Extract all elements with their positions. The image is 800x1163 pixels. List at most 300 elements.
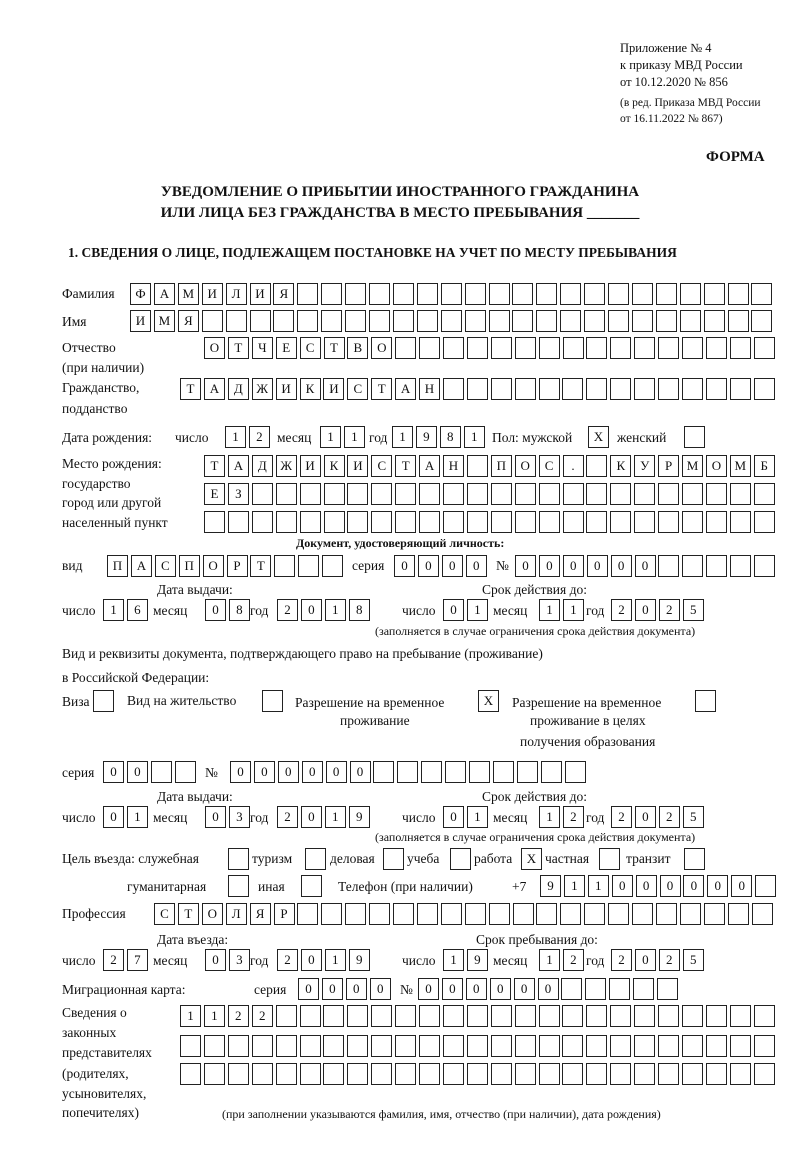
char-box[interactable] [512,283,533,305]
char-box[interactable]: О [515,455,536,477]
char-box[interactable] [395,1035,416,1057]
char-box[interactable]: 9 [540,875,561,897]
char-box[interactable]: О [204,337,225,359]
char-box[interactable] [321,310,342,332]
char-box[interactable]: 2 [659,599,680,621]
char-box[interactable]: 0 [301,599,322,621]
char-box[interactable] [754,1035,775,1057]
char-box[interactable]: О [371,337,392,359]
char-box[interactable] [634,483,655,505]
char-box[interactable]: И [300,455,321,477]
char-box[interactable]: 0 [683,875,704,897]
char-box[interactable] [300,511,321,533]
char-box[interactable] [684,848,705,870]
char-box[interactable]: Д [252,455,273,477]
char-box[interactable]: Т [204,455,225,477]
char-box[interactable]: 0 [205,599,226,621]
char-box[interactable]: К [610,455,631,477]
char-box[interactable] [297,283,318,305]
char-box[interactable]: 3 [229,806,250,828]
char-box[interactable] [632,310,653,332]
char-box[interactable] [539,378,560,400]
char-box[interactable]: М [682,455,703,477]
char-box[interactable] [680,903,701,925]
char-box[interactable] [493,761,514,783]
char-box[interactable] [682,378,703,400]
char-box[interactable] [695,690,716,712]
char-box[interactable] [608,903,629,925]
char-box[interactable]: 0 [418,555,439,577]
char-box[interactable]: П [491,455,512,477]
char-box[interactable] [465,283,486,305]
char-box[interactable] [301,875,322,897]
char-box[interactable]: Т [324,337,345,359]
char-box[interactable] [633,978,654,1000]
char-box[interactable] [754,555,775,577]
char-box[interactable] [586,1005,607,1027]
char-box[interactable]: 0 [660,875,681,897]
char-box[interactable]: 2 [659,949,680,971]
char-box[interactable] [323,1063,344,1085]
char-box[interactable]: З [228,483,249,505]
char-box[interactable] [345,903,366,925]
char-box[interactable]: X [588,426,609,448]
char-box[interactable] [419,1063,440,1085]
char-box[interactable] [657,978,678,1000]
char-box[interactable]: Я [273,283,294,305]
char-box[interactable] [754,511,775,533]
char-box[interactable] [658,483,679,505]
char-box[interactable] [441,283,462,305]
char-box[interactable] [730,483,751,505]
char-box[interactable]: 1 [320,426,341,448]
char-box[interactable] [276,1035,297,1057]
char-box[interactable]: 0 [278,761,299,783]
char-box[interactable]: Д [228,378,249,400]
char-box[interactable] [608,283,629,305]
char-box[interactable] [539,1005,560,1027]
char-box[interactable] [515,1005,536,1027]
char-box[interactable]: 2 [659,806,680,828]
char-box[interactable] [704,283,725,305]
char-box[interactable] [512,310,533,332]
char-box[interactable] [276,511,297,533]
char-box[interactable] [467,378,488,400]
char-box[interactable] [610,1035,631,1057]
char-box[interactable]: 0 [538,978,559,1000]
char-box[interactable]: С [347,378,368,400]
char-box[interactable]: М [178,283,199,305]
char-box[interactable] [321,283,342,305]
char-box[interactable] [658,1063,679,1085]
char-box[interactable]: 1 [539,806,560,828]
char-box[interactable] [536,310,557,332]
char-box[interactable]: 0 [635,949,656,971]
char-box[interactable] [682,337,703,359]
char-box[interactable]: А [204,378,225,400]
char-box[interactable] [584,310,605,332]
char-box[interactable]: С [300,337,321,359]
char-box[interactable] [632,283,653,305]
char-box[interactable] [563,483,584,505]
char-box[interactable] [539,337,560,359]
char-box[interactable] [489,903,510,925]
char-box[interactable]: 0 [254,761,275,783]
char-box[interactable] [175,761,196,783]
char-box[interactable] [322,555,343,577]
char-box[interactable] [706,1063,727,1085]
char-box[interactable]: 0 [539,555,560,577]
char-box[interactable] [682,1035,703,1057]
char-box[interactable] [371,483,392,505]
char-box[interactable] [228,848,249,870]
char-box[interactable]: 1 [325,599,346,621]
char-box[interactable]: И [323,378,344,400]
char-box[interactable] [491,1063,512,1085]
char-box[interactable]: В [347,337,368,359]
char-box[interactable] [563,337,584,359]
char-box[interactable]: Т [228,337,249,359]
char-box[interactable]: 1 [467,599,488,621]
char-box[interactable] [515,511,536,533]
char-box[interactable] [658,378,679,400]
char-box[interactable]: О [202,903,223,925]
char-box[interactable] [305,848,326,870]
char-box[interactable]: 9 [349,949,370,971]
char-box[interactable]: О [203,555,224,577]
char-box[interactable] [584,903,605,925]
char-box[interactable]: 2 [252,1005,273,1027]
char-box[interactable] [658,1005,679,1027]
char-box[interactable] [228,511,249,533]
char-box[interactable]: Т [371,378,392,400]
char-box[interactable] [443,337,464,359]
char-box[interactable] [369,310,390,332]
char-box[interactable]: 0 [322,978,343,1000]
char-box[interactable]: 0 [103,761,124,783]
char-box[interactable] [467,1005,488,1027]
char-box[interactable]: Н [419,378,440,400]
char-box[interactable] [680,283,701,305]
char-box[interactable] [465,310,486,332]
char-box[interactable]: 5 [683,599,704,621]
char-box[interactable]: 1 [344,426,365,448]
char-box[interactable] [467,1035,488,1057]
char-box[interactable] [563,511,584,533]
char-box[interactable] [610,1005,631,1027]
char-box[interactable] [706,511,727,533]
char-box[interactable] [250,310,271,332]
char-box[interactable] [297,903,318,925]
char-box[interactable] [754,1005,775,1027]
char-box[interactable]: 0 [466,978,487,1000]
char-box[interactable] [276,1063,297,1085]
char-box[interactable]: 1 [443,949,464,971]
char-box[interactable] [682,1005,703,1027]
char-box[interactable]: И [202,283,223,305]
char-box[interactable] [656,283,677,305]
char-box[interactable] [323,1035,344,1057]
char-box[interactable] [586,337,607,359]
char-box[interactable]: С [371,455,392,477]
char-box[interactable]: И [276,378,297,400]
char-box[interactable] [252,1035,273,1057]
char-box[interactable] [730,555,751,577]
char-box[interactable]: 2 [563,949,584,971]
char-box[interactable] [252,511,273,533]
char-box[interactable] [561,978,582,1000]
char-box[interactable] [228,1063,249,1085]
char-box[interactable] [634,1035,655,1057]
char-box[interactable] [728,310,749,332]
char-box[interactable] [513,903,534,925]
char-box[interactable] [202,310,223,332]
char-box[interactable]: 5 [683,806,704,828]
char-box[interactable] [443,1005,464,1027]
char-box[interactable]: 1 [464,426,485,448]
char-box[interactable] [682,511,703,533]
char-box[interactable]: 2 [277,949,298,971]
char-box[interactable] [491,1005,512,1027]
char-box[interactable] [383,848,404,870]
char-box[interactable] [417,903,438,925]
char-box[interactable]: С [539,455,560,477]
char-box[interactable] [395,337,416,359]
char-box[interactable] [467,1063,488,1085]
char-box[interactable] [274,555,295,577]
char-box[interactable] [252,1063,273,1085]
char-box[interactable] [515,337,536,359]
char-box[interactable] [300,1005,321,1027]
char-box[interactable]: 1 [180,1005,201,1027]
char-box[interactable]: 0 [443,599,464,621]
char-box[interactable] [586,511,607,533]
char-box[interactable] [730,511,751,533]
char-box[interactable]: 2 [103,949,124,971]
char-box[interactable] [262,690,283,712]
char-box[interactable]: 0 [326,761,347,783]
char-box[interactable]: Е [276,337,297,359]
char-box[interactable]: 9 [416,426,437,448]
char-box[interactable]: 0 [230,761,251,783]
char-box[interactable] [728,903,749,925]
char-box[interactable] [443,1035,464,1057]
char-box[interactable] [586,378,607,400]
char-box[interactable]: Т [395,455,416,477]
char-box[interactable] [204,511,225,533]
char-box[interactable] [300,1035,321,1057]
char-box[interactable] [682,1063,703,1085]
char-box[interactable]: 8 [229,599,250,621]
char-box[interactable]: А [228,455,249,477]
char-box[interactable] [560,903,581,925]
char-box[interactable] [539,1035,560,1057]
char-box[interactable]: Р [274,903,295,925]
char-box[interactable]: 0 [442,978,463,1000]
char-box[interactable]: 1 [325,806,346,828]
char-box[interactable] [395,483,416,505]
char-box[interactable]: 0 [302,761,323,783]
char-box[interactable] [658,511,679,533]
char-box[interactable] [419,1005,440,1027]
char-box[interactable] [180,1035,201,1057]
char-box[interactable] [419,337,440,359]
char-box[interactable] [393,310,414,332]
char-box[interactable] [298,555,319,577]
char-box[interactable] [586,455,607,477]
char-box[interactable] [706,337,727,359]
char-box[interactable] [515,1063,536,1085]
char-box[interactable] [634,1063,655,1085]
char-box[interactable]: А [131,555,152,577]
char-box[interactable] [324,483,345,505]
char-box[interactable] [682,483,703,505]
char-box[interactable] [706,378,727,400]
char-box[interactable]: 1 [539,599,560,621]
char-box[interactable]: 2 [228,1005,249,1027]
char-box[interactable] [252,483,273,505]
char-box[interactable] [395,511,416,533]
char-box[interactable]: И [250,283,271,305]
char-box[interactable] [273,310,294,332]
char-box[interactable]: 0 [514,978,535,1000]
char-box[interactable]: Ч [252,337,273,359]
char-box[interactable] [706,555,727,577]
char-box[interactable] [417,283,438,305]
char-box[interactable] [467,511,488,533]
char-box[interactable] [562,1063,583,1085]
char-box[interactable] [441,903,462,925]
char-box[interactable] [324,511,345,533]
char-box[interactable] [730,1035,751,1057]
char-box[interactable] [704,903,725,925]
char-box[interactable]: 0 [205,806,226,828]
char-box[interactable]: С [154,903,175,925]
char-box[interactable] [369,903,390,925]
char-box[interactable]: У [634,455,655,477]
char-box[interactable]: 0 [442,555,463,577]
char-box[interactable] [515,483,536,505]
char-box[interactable] [751,310,772,332]
char-box[interactable]: 2 [277,599,298,621]
char-box[interactable]: 1 [539,949,560,971]
char-box[interactable]: 0 [635,806,656,828]
char-box[interactable] [539,511,560,533]
char-box[interactable] [443,511,464,533]
char-box[interactable]: 0 [515,555,536,577]
char-box[interactable]: И [130,310,151,332]
char-box[interactable] [658,555,679,577]
char-box[interactable] [684,426,705,448]
char-box[interactable] [450,848,471,870]
char-box[interactable]: К [300,378,321,400]
char-box[interactable] [562,1005,583,1027]
char-box[interactable]: 0 [707,875,728,897]
char-box[interactable] [599,848,620,870]
char-box[interactable] [204,1035,225,1057]
char-box[interactable]: Ф [130,283,151,305]
char-box[interactable]: . [563,455,584,477]
char-box[interactable]: 1 [564,875,585,897]
char-box[interactable] [347,1035,368,1057]
char-box[interactable] [419,1035,440,1057]
char-box[interactable] [539,1063,560,1085]
char-box[interactable]: 1 [127,806,148,828]
char-box[interactable]: М [154,310,175,332]
char-box[interactable] [515,378,536,400]
char-box[interactable] [517,761,538,783]
char-box[interactable] [536,903,557,925]
char-box[interactable] [395,1063,416,1085]
char-box[interactable]: Л [226,283,247,305]
char-box[interactable]: П [107,555,128,577]
char-box[interactable]: 1 [392,426,413,448]
char-box[interactable] [586,483,607,505]
char-box[interactable]: М [730,455,751,477]
char-box[interactable]: 1 [588,875,609,897]
char-box[interactable] [347,1005,368,1027]
char-box[interactable] [347,1063,368,1085]
char-box[interactable]: 0 [103,806,124,828]
char-box[interactable]: 0 [370,978,391,1000]
char-box[interactable]: 0 [301,949,322,971]
char-box[interactable] [562,378,583,400]
char-box[interactable] [93,690,114,712]
char-box[interactable]: 0 [731,875,752,897]
char-box[interactable]: X [478,690,499,712]
char-box[interactable]: П [179,555,200,577]
char-box[interactable]: А [154,283,175,305]
char-box[interactable]: А [395,378,416,400]
char-box[interactable] [610,511,631,533]
char-box[interactable] [541,761,562,783]
char-box[interactable]: Т [180,378,201,400]
char-box[interactable] [491,1035,512,1057]
char-box[interactable] [228,875,249,897]
char-box[interactable] [467,483,488,505]
char-box[interactable]: 0 [563,555,584,577]
char-box[interactable]: 5 [683,949,704,971]
char-box[interactable]: 2 [611,806,632,828]
char-box[interactable] [754,1063,775,1085]
char-box[interactable] [421,761,442,783]
char-box[interactable]: 1 [563,599,584,621]
char-box[interactable] [730,1063,751,1085]
char-box[interactable]: Я [250,903,271,925]
char-box[interactable] [323,1005,344,1027]
char-box[interactable]: 0 [612,875,633,897]
char-box[interactable] [610,378,631,400]
char-box[interactable] [180,1063,201,1085]
char-box[interactable] [565,761,586,783]
char-box[interactable] [345,283,366,305]
char-box[interactable]: 0 [490,978,511,1000]
char-box[interactable] [610,483,631,505]
char-box[interactable] [706,1005,727,1027]
char-box[interactable] [393,283,414,305]
char-box[interactable] [656,310,677,332]
char-box[interactable]: 1 [467,806,488,828]
char-box[interactable]: 1 [225,426,246,448]
char-box[interactable] [754,483,775,505]
char-box[interactable]: 0 [635,599,656,621]
char-box[interactable] [443,378,464,400]
char-box[interactable] [609,978,630,1000]
char-box[interactable] [300,1063,321,1085]
char-box[interactable] [515,1035,536,1057]
char-box[interactable]: 7 [127,949,148,971]
char-box[interactable] [369,283,390,305]
